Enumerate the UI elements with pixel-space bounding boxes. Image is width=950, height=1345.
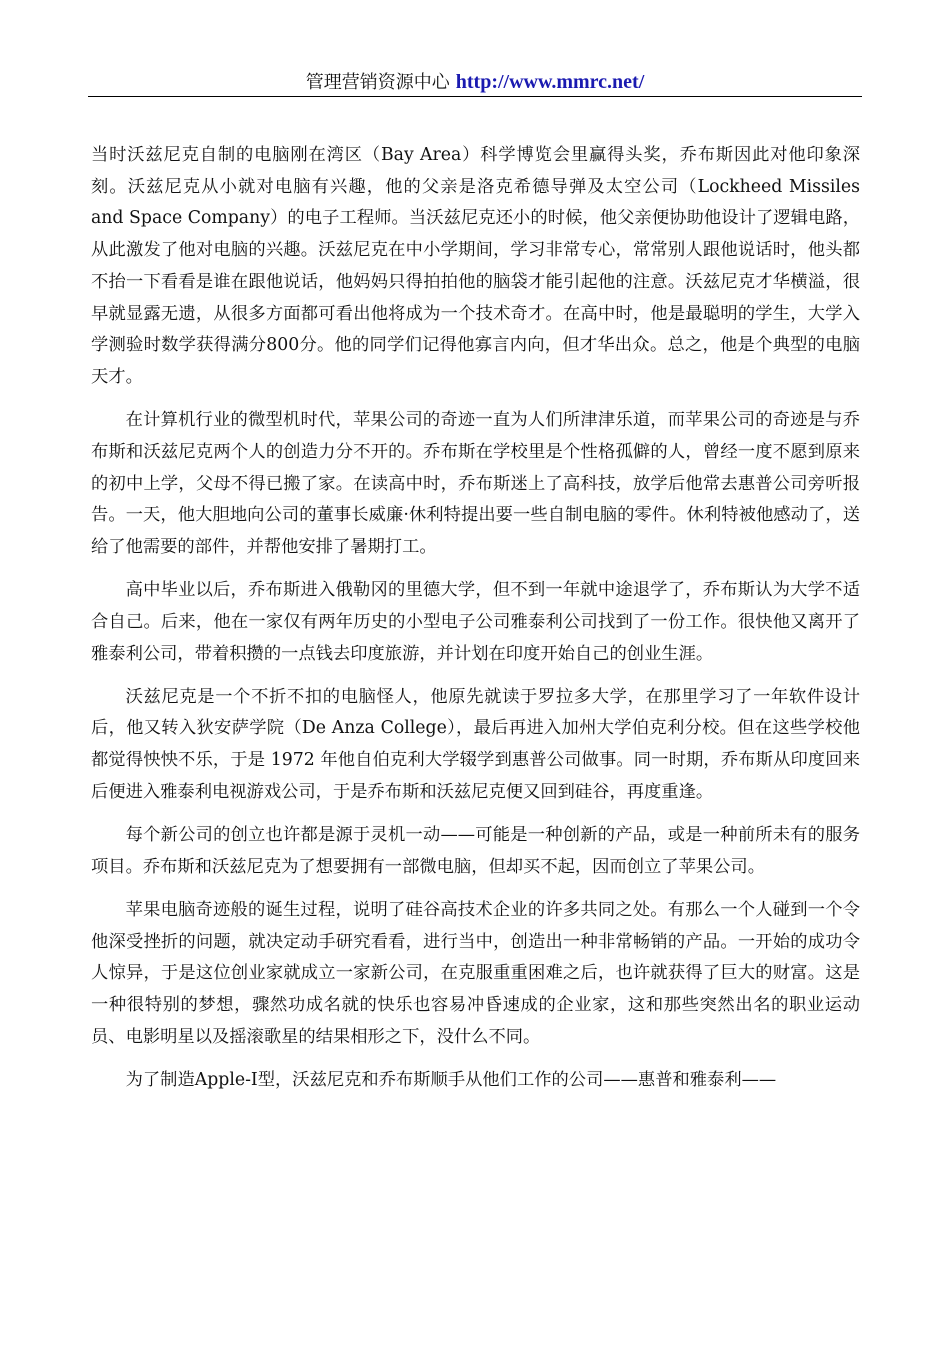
paragraph: 高中毕业以后，乔布斯进入俄勒冈的里德大学，但不到一年就中途退学了，乔布斯认为大学不适合自己。后来，他在一家仅有两年历史的小型电子公司雅泰利公司找到了一份工作。很快他又离开了雅泰利公司，带着积攒的一点钱去印度旅游，并计划在印度开始自己的创业生涯。 (91, 580, 860, 664)
paragraph: 当时沃兹尼克自制的电脑刚在湾区（Bay Area）科学博览会里赢得头奖，乔布斯因此对他印象深刻。沃兹尼克从小就对电脑有兴趣，他的父亲是洛克希德导弹及太空公司（Lockheed Missiles and Space Company）的电子工程师。当沃兹尼克还小的时候，他父亲便协助他设计了逻辑电路，从此激发了他对电脑的兴趣。沃兹尼克在中小学期间，学习非常专心，常常别人跟他说话时，他头都不抬一下看看是谁在跟他说话，他妈妈只得拍拍他的脑袋才能引起他的注意。沃兹尼克才华横溢，很早就显露无遗，从很多方面都可看出他将成为一个技术奇才。在高中时，他是最聪明的学生，大学入学测验时数学获得满分800分。他的同学们记得他寡言内向，但才华出众。总之，他是个典型的电脑天才。 (91, 145, 860, 387)
paragraph: 苹果电脑奇迹般的诞生过程，说明了硅谷高技术企业的许多共同之处。有那么一个人碰到一个令他深受挫折的问题，就决定动手研究看看，进行当中，创造出一种非常畅销的产品。一开始的成功令人惊异，于是这位创业家就成立一家新公司，在克服重重困难之后，也许就获得了巨大的财富。这是一种很特别的梦想，骤然功成名就的快乐也容易冲昏速成的企业家，这和那些突然出名的职业运动员、电影明星以及摇滚歌星的结果相形之下，没什么不同。 (91, 899, 860, 1047)
paragraph: 为了制造Apple-Ⅰ型，沃兹尼克和乔布斯顺手从他们工作的公司——惠普和雅泰利—— (125, 1069, 777, 1090)
header-url[interactable]: http://www.mmrc.net/ (455, 71, 645, 93)
header-divider (88, 96, 862, 97)
article-body (91, 140, 860, 1108)
page-header (88, 68, 862, 96)
paragraph: 沃兹尼克是一个不折不扣的电脑怪人，他原先就读于罗拉多大学，在那里学习了一年软件设计后，他又转入狄安萨学院（De Anza College），最后再进入加州大学伯克利分校。但在这些学校他都觉得怏怏不乐，于是 1972 年他自伯克利大学辍学到惠普公司做事。同一时期，乔布斯从印度回来后便进入雅泰利电视游戏公司，于是乔布斯和沃兹尼克便又回到硅谷，再度重逢。 (91, 686, 860, 802)
paragraph: 在计算机行业的微型机时代，苹果公司的奇迹一直为人们所津津乐道，而苹果公司的奇迹是与乔布斯和沃兹尼克两个人的创造力分不开的。乔布斯在学校里是个性格孤僻的人，曾经一度不愿到原来的初中上学，父母不得已搬了家。在读高中时，乔布斯迷上了高科技，放学后他常去惠普公司旁听报告。一天，他大胆地向公司的董事长威廉·休利特提出要一些自制电脑的零件。休利特被他感动了，送给了他需要的部件，并帮他安排了暑期打工。 (91, 410, 860, 557)
paragraph: 每个新公司的创立也许都是源于灵机一动——可能是一种创新的产品，或是一种前所未有的服务项目。乔布斯和沃兹尼克为了想要拥有一部微电脑，但却买不起，因而创立了苹果公司。 (91, 825, 860, 877)
header-title: 管理营销资源中心 (305, 72, 450, 93)
